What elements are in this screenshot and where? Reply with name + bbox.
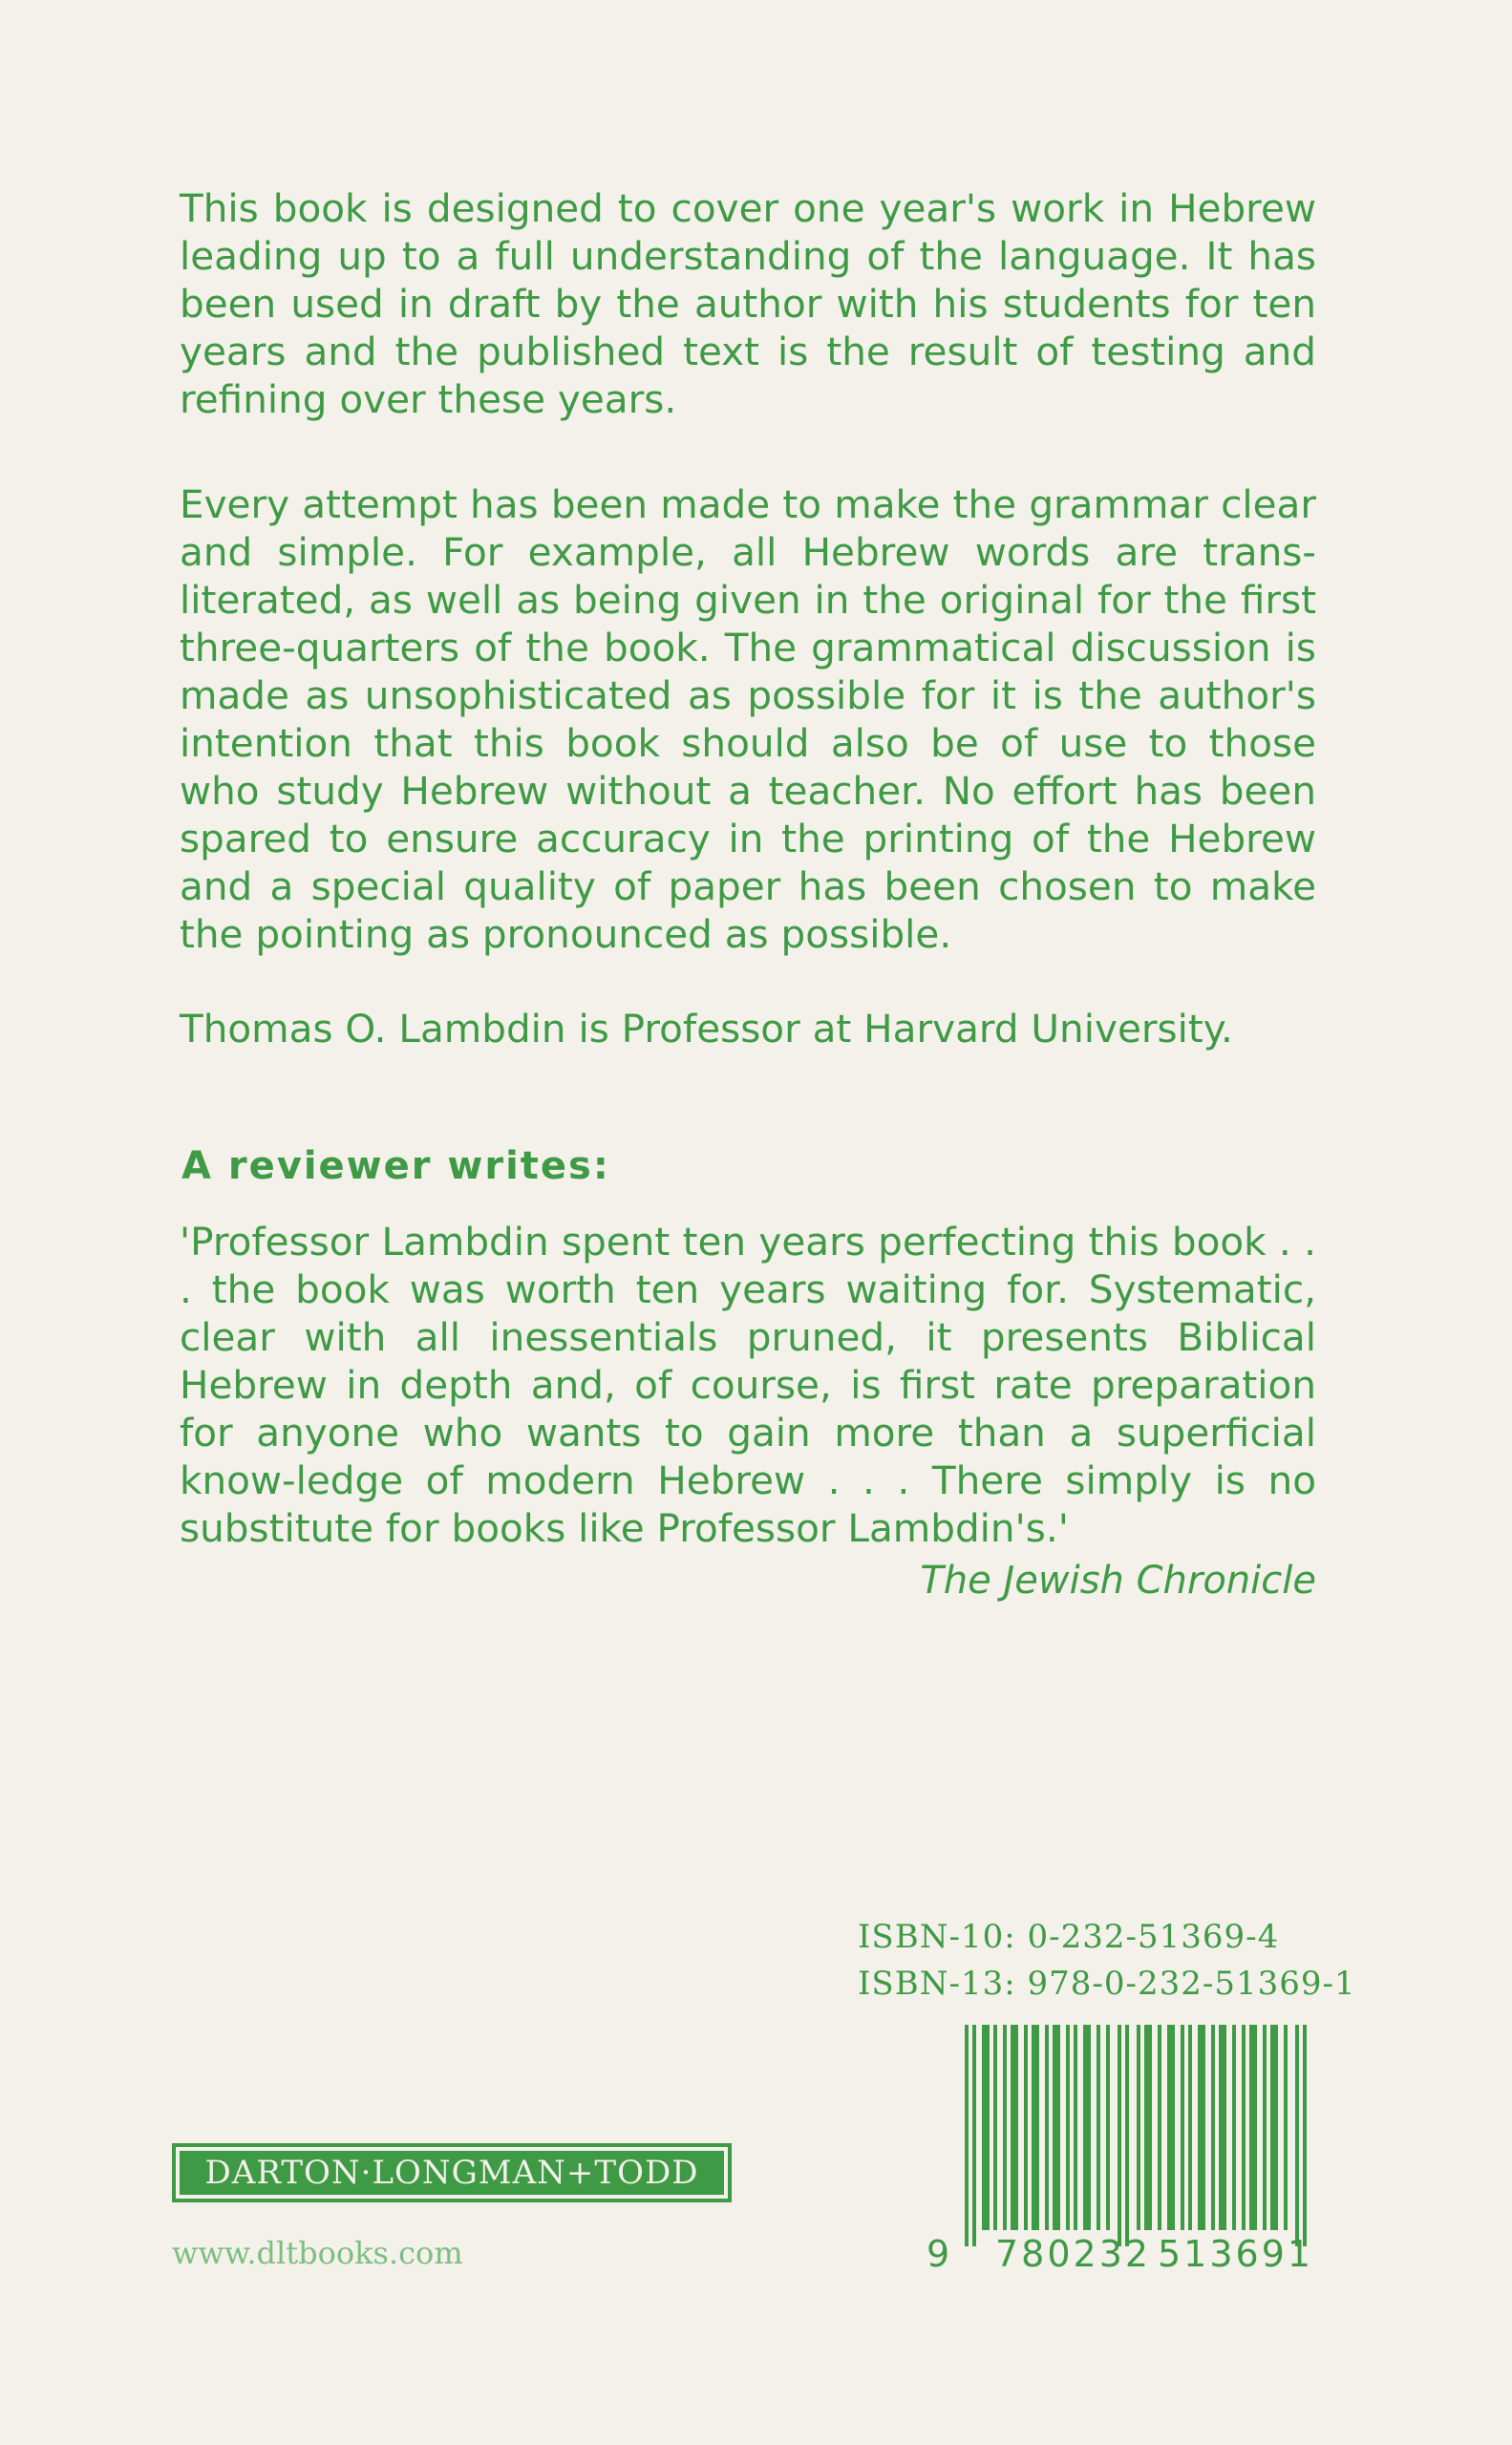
review-heading: A reviewer writes: xyxy=(181,1144,610,1188)
description-paragraph-2: Every attempt has been made to make the grammar clear and simple. For example, all Hebrew words are trans-literated, as well as being given in the original for the first three-quarters of the book. The grammatical discussion is made as unsophisticated as possible for it is the author's intention that this book should also be of use to those who study Hebrew without a teacher. No effort has been spared to ensure accuracy in the printing of the Hebrew and a special quality of paper has been chosen to make the pointing as pronounced as possible. xyxy=(180,481,1316,957)
publisher-website: www.dltbooks.com xyxy=(172,2235,463,2271)
barcode-first-digit: 9 xyxy=(926,2233,953,2275)
barcode-digits-left: 780232 xyxy=(995,2233,1152,2275)
description-paragraph-1: This book is designed to cover one year's work in Hebrew leading up to a full understanding of the language. It has been used in draft by the author with his students for ten years and the published text is the result of testing and refining over these years. xyxy=(180,185,1316,422)
publisher-name: DARTON·LONGMAN+TODD xyxy=(180,2151,724,2195)
isbn-10: ISBN-10: 0-232-51369-4 xyxy=(858,1918,1280,1956)
barcode-icon xyxy=(965,2025,1318,2246)
barcode-digits-right: 513691 xyxy=(1158,2233,1314,2275)
review-quote: 'Professor Lambdin spent ten years perfecting this book . . . the book was worth ten years waiting for. Systematic, clear with all inessentials pruned, it presents Biblical Hebrew in depth and, of course, is first rate preparation for anyone who wants to gain more than a superficial know-ledge of modern Hebrew . . . There simply is no substitute for books like Professor Lambdin's.' xyxy=(180,1219,1316,1551)
author-note: Thomas O. Lambdin is Professor at Harvard University. xyxy=(180,1006,1233,1052)
publisher-logo xyxy=(172,2143,732,2202)
isbn-13: ISBN-13: 978-0-232-51369-1 xyxy=(858,1965,1356,2003)
review-source: The Jewish Chronicle xyxy=(920,1559,1316,1603)
